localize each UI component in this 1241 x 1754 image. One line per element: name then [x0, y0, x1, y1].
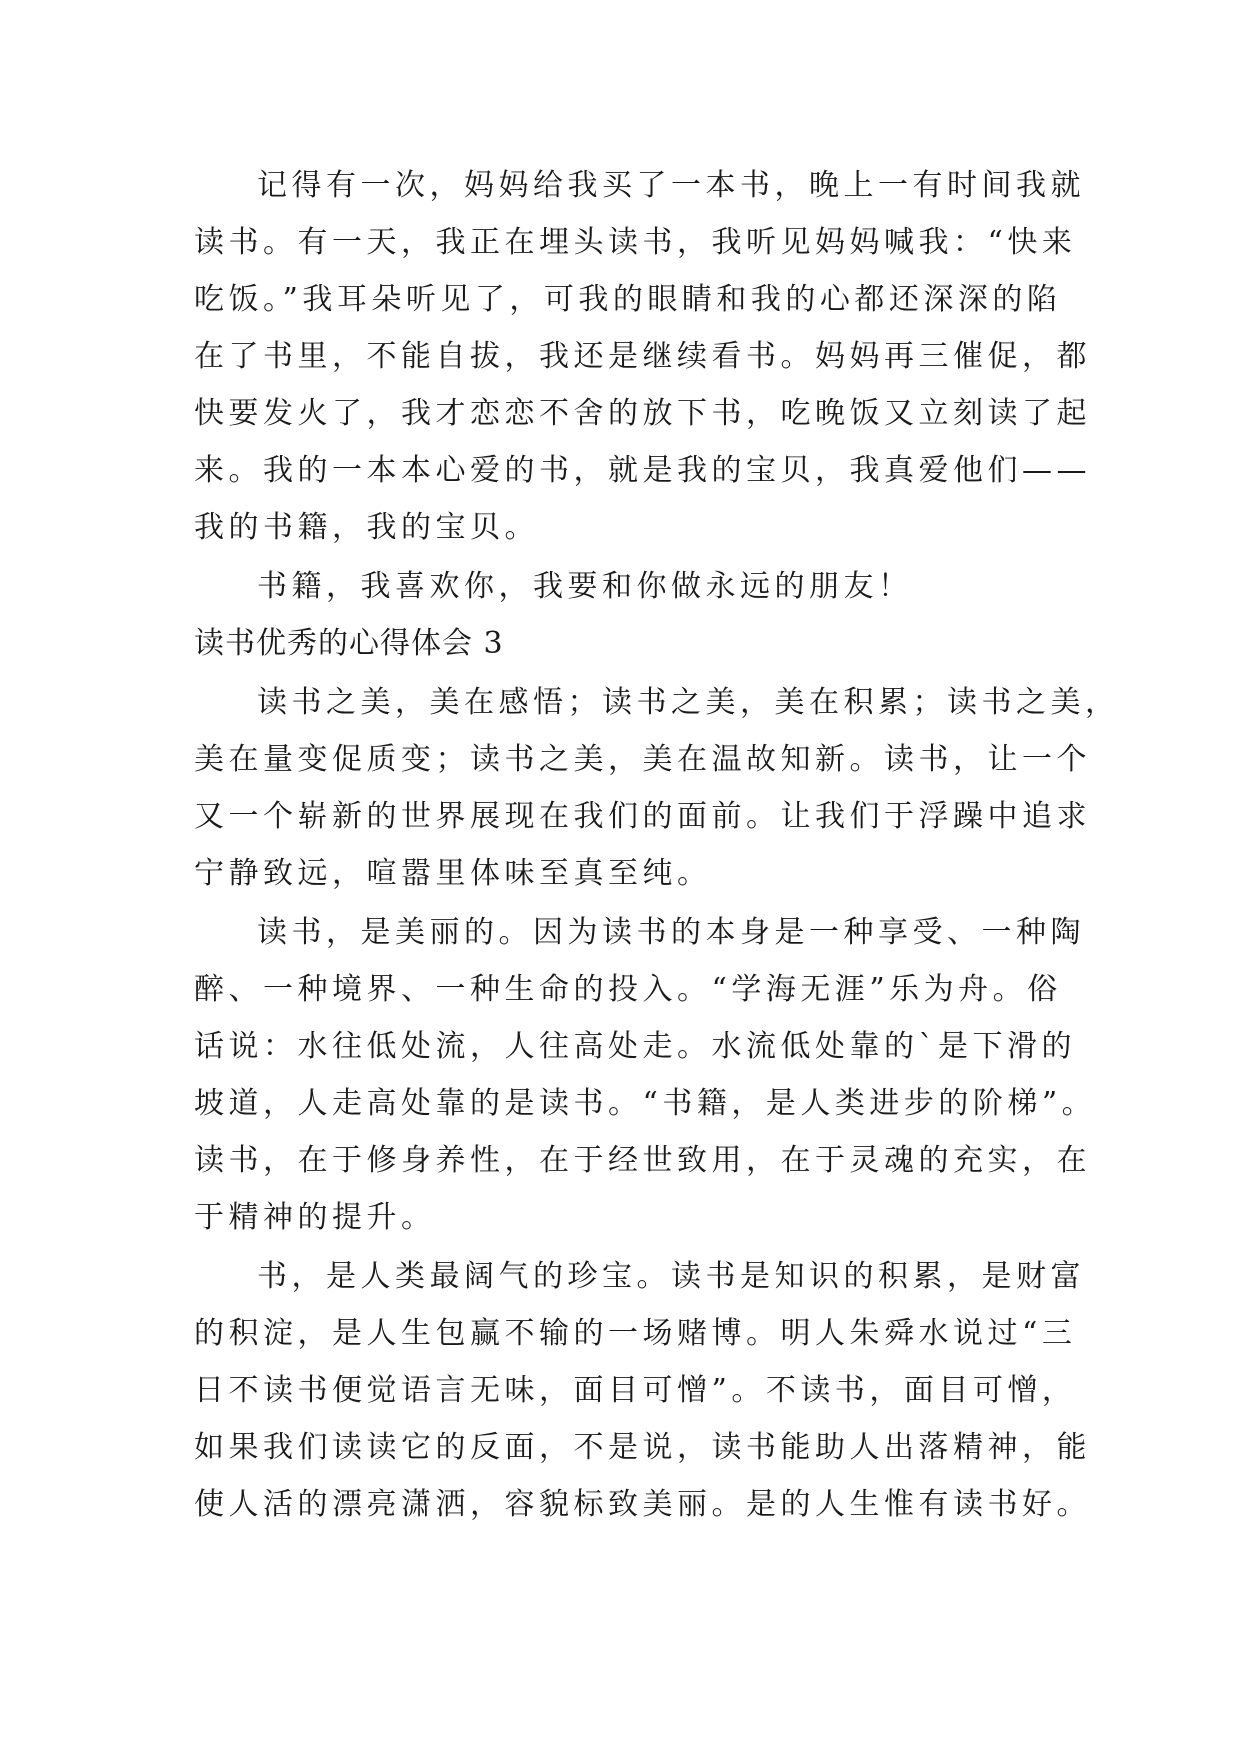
paragraph-line: 书，是人类最阔气的珍宝。读书是知识的积累，是财富: [257, 1259, 1085, 1294]
paragraph-line: 吃饭。”我耳朵听见了，可我的眼睛和我的心都还深深的陷: [194, 282, 1062, 317]
paragraph-line: 坡道，人走高处靠的是读书。“书籍，是人类进步的阶梯”。: [194, 1086, 1097, 1121]
paragraph-line: 又一个崭新的世界展现在我们的面前。让我们于浮躁中追求: [194, 799, 1091, 834]
paragraph-line: 于精神的提升。: [194, 1200, 436, 1235]
paragraph-line: 我的书籍，我的宝贝。: [194, 510, 539, 545]
paragraph-line: 读书，在于修身养性，在于经世致用，在于灵魂的充实，在: [194, 1143, 1091, 1178]
paragraph-line: 如果我们读读它的反面，不是说，读书能助人出落精神，能: [194, 1430, 1091, 1465]
paragraph-line: 读书，是美丽的。因为读书的本身是一种享受、一种陶: [257, 915, 1085, 950]
paragraph-line: 读书。有一天，我正在埋头读书，我听见妈妈喊我：“快来: [194, 225, 1077, 260]
paragraph-line: 读书之美，美在感悟；读书之美，美在积累；读书之美，: [257, 685, 1120, 720]
paragraph-line: 醉、一种境界、一种生命的投入。“学海无涯”乐为舟。俗: [194, 972, 1062, 1007]
paragraph-line: 在了书里，不能自拔，我还是继续看书。妈妈再三催促，都: [194, 339, 1091, 374]
paragraph-line: 快要发火了，我才恋恋不舍的放下书，吃晚饭又立刻读了起: [194, 396, 1091, 431]
paragraph-line: 使人活的漂亮潇洒，容貌标致美丽。是的人生惟有读书好。: [194, 1487, 1091, 1522]
paragraph-line: 美在量变促质变；读书之美，美在温故知新。读书，让一个: [194, 742, 1091, 777]
paragraph-line: 话说：水往低处流，人往高处走。水流低处靠的`是下滑的: [194, 1029, 1076, 1064]
paragraph-line: 记得有一次，妈妈给我买了一本书，晚上一有时间我就: [257, 168, 1085, 203]
paragraph-line: 日不读书便觉语言无味，面目可憎”。不读书，面目可憎，: [194, 1373, 1077, 1408]
paragraph-line: 的积淀，是人生包赢不输的一场赌博。明人朱舜水说过“三: [194, 1316, 1077, 1351]
section-heading: 读书优秀的心得体会 3: [194, 626, 504, 661]
paragraph-line: 书籍，我喜欢你，我要和你做永远的朋友！: [257, 569, 913, 604]
paragraph-line: 宁静致远，喧嚣里体味至真至纯。: [194, 856, 712, 891]
paragraph-line: 来。我的一本本心爱的书，就是我的宝贝，我真爱他们——: [194, 453, 1091, 488]
